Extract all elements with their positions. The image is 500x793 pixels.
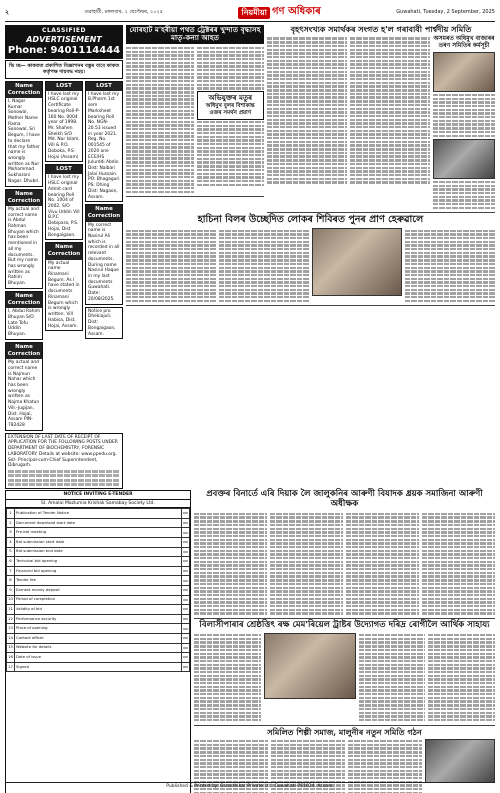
article-top-left <box>126 25 264 197</box>
article-mid-1 <box>194 490 495 619</box>
photo-trust-event <box>264 633 356 699</box>
row-label: Publication of Tender Notice <box>15 509 182 519</box>
ad-title: Name Correction <box>6 190 42 206</box>
row-number: 14 <box>7 633 15 643</box>
classified-disclaimer: ভি চ্ছ— কাকতত প্ৰকাশিত বিজ্ঞাপনৰ বস্তুৰ বাবে কাকত কৰ্তৃপক্ষ দায়বদ্ধ নহয়। <box>5 60 123 79</box>
table-row <box>7 557 190 567</box>
row-label: Document download start date <box>15 518 182 528</box>
row-number: 1 <box>7 509 15 519</box>
logo-text: গণ অধিকাৰ <box>272 6 321 18</box>
table-row <box>7 566 190 576</box>
row-label: Validity of bid <box>15 605 182 615</box>
date-left: গুৱাহাটী, মঙ্গলবাৰ, ২ ছেপ্টেম্বৰ, ২০২৫ <box>84 9 164 16</box>
ad-title: LOST <box>46 165 82 174</box>
row-number: 15 <box>7 643 15 653</box>
classified-ad <box>85 81 123 203</box>
row-number: 11 <box>7 605 15 615</box>
table-row <box>7 595 190 605</box>
ad-body: My actual and correct name is Najmun Nahar which has been wrongly written as Najma Khatun Vill.-Jugijan, Dist. Hojai, Assam PIN-782428 <box>8 360 40 428</box>
newspaper-logo <box>238 6 320 19</box>
notice-text: EXTENSION OF LAST DATE OF RECEIPT OF APPLICATION FOR THE FOLLOWING POSTS UNDER DEPARTMENT OF BIOCHEMISTRY, FORENSIC LABORATORY. Details at website: www.ppedu.org. Sd/- Principal-cum-Chief Superintendent, Dibrugarh. <box>8 434 118 469</box>
ad-body: My actual and correct name is Abdul Rahman Bhuyan which has been mentioned in all my documents. But my name has wrongly written as Rahim Bhuyan. <box>8 206 39 287</box>
row-number: 4 <box>7 537 15 547</box>
ad-body: I have lost my B.Pharm 1st sem Marksheet bearing Roll No. NGN-20.53 issued in year 2021. Reg. No. 001545 of 2020 one ECE/HS Julurddi Abdin Dist: Nalbari Jalai Hussain. PO: Bhagaguri PS: Dhing Dist: Nagaon, Assam. <box>88 91 120 200</box>
row-value <box>181 662 189 672</box>
masthead <box>5 4 495 22</box>
table-row <box>7 653 190 663</box>
notice-box <box>5 433 123 489</box>
ad-body: I, Nagar Kumar Sonowal, Mother Name Rama Sonowal, Sri Begum, I have to declare that my father name is wrongly written as Nur Mohammad Sukharani Nagar. Dhubri. <box>8 98 40 184</box>
row-number: 8 <box>7 576 15 586</box>
logo-badge: নিয়মীয়া <box>238 7 270 19</box>
row-value <box>181 624 189 634</box>
ad-body: My correct name is Nasirul Ali which is recorded in all relevant documents. During name Nasirul Haque in my last documents Guwahati. Date: 20/08/2025. <box>88 222 120 302</box>
row-value <box>181 633 189 643</box>
row-number: 10 <box>7 595 15 605</box>
boxed-subtitle: অধিমুখ বুলৰ বিশাকান্ত ওজৰ সমৰ্থন প্ৰয়াণ <box>205 102 255 116</box>
photo-meeting <box>433 52 495 92</box>
row-value <box>181 643 189 653</box>
row-value <box>181 585 189 595</box>
ad-body: I, Abdul Rahim Bhuyan S/O Late Tofu Uddin Bhuyan. <box>8 309 40 338</box>
row-value <box>181 528 189 538</box>
table-row <box>7 605 190 615</box>
ads-column-left <box>5 81 43 431</box>
classified-ad <box>5 81 43 187</box>
date-right: Guwahati, Tuesday, 2 September, 2025 <box>396 9 495 16</box>
classified-ad <box>45 164 83 240</box>
table-row <box>7 662 190 672</box>
table-row <box>7 614 190 624</box>
row-number: 7 <box>7 566 15 576</box>
classified-ad <box>45 81 83 163</box>
row-label: Signed <box>15 662 182 672</box>
row-number: 13 <box>7 624 15 634</box>
ad-title: Name Correction <box>6 82 42 98</box>
article-top-right <box>267 25 495 213</box>
row-label: Period of completion <box>15 595 182 605</box>
tender-notice <box>5 490 191 793</box>
row-label: Pre-bid meeting <box>15 528 182 538</box>
headline-top-right: বৃহৎসংখ্যক সমাৰ্থকৰ সংগত হ'ল গৰাবাবী পাৰ্শ্বদীয় সমিতি <box>290 24 472 34</box>
classified-label: CLASSIFIED <box>42 27 86 34</box>
row-number: 3 <box>7 528 15 538</box>
row-value <box>181 537 189 547</box>
row-value <box>181 509 189 519</box>
table-row <box>7 585 190 595</box>
row-label: Website for details <box>15 643 182 653</box>
classified-phone: Phone: 9401114444 <box>7 44 121 56</box>
row-value <box>181 518 189 528</box>
photo-camp <box>312 228 402 296</box>
table-row <box>7 624 190 634</box>
ad-title: Name Correction <box>46 243 82 259</box>
ads-column-right <box>85 81 123 431</box>
row-label: Bid submission start date <box>15 537 182 547</box>
row-value <box>181 605 189 615</box>
ad-title: Name Correction <box>86 205 122 221</box>
ad-title: LOST <box>46 82 82 91</box>
table-row <box>7 528 190 538</box>
ad-title: LOST <box>86 82 122 91</box>
news-section <box>126 25 495 489</box>
ad-body: I have lost my HSLC original Admit card bearing Roll No. 1004 of 2002. S/O Vivu Uddin Vill B.P.C Debipara, P.S. Hojai, Dist Bongaigaon. <box>48 175 80 238</box>
classified-ad <box>45 242 83 331</box>
ad-title: Name Correction <box>6 343 42 359</box>
row-label: Performance security <box>15 614 182 624</box>
table-row <box>7 576 190 586</box>
row-number: 5 <box>7 547 15 557</box>
article-mid-2 <box>194 621 495 726</box>
row-value <box>181 653 189 663</box>
ad-body: I have lost my HSLC original Certificate bearing Roll-P-160 No. 0004 year of 1998. Mr. Shahen Sheikh S/O Md. Nur Islam, Vill & P.O. Doboka, P.S. Hojai (Assam) <box>48 91 80 160</box>
headline-top-left: যোৰহাট ম'হৰীয়া পথত ট্ৰেক্টৰৰ খুন্দাত বৃদ্ধাসহ মাতৃ-কন্যা আহত <box>126 25 264 44</box>
boxed-notice <box>197 91 265 120</box>
tender-subtitle: SI. Amalai Mazlumia Krishak Samabay Society Ltd. <box>6 500 190 509</box>
row-value <box>181 614 189 624</box>
classified-title: ADVERTISEMENT <box>26 34 102 44</box>
row-number: 9 <box>7 585 15 595</box>
row-number: 2 <box>7 518 15 528</box>
banner-headline: হাচিনা বিলৰ উচ্ছেদিত লোকৰ শিবিৰত পুনৰ প্ৰাণ হেৰুৱালে <box>197 214 424 226</box>
side-headline: অসমৰত অধিমুখ বাজাৰৰ তৰণ সমিতিৰ কৰ্মসূচী <box>433 35 495 50</box>
row-value <box>181 566 189 576</box>
row-label: Place of opening <box>15 624 182 634</box>
row-label: Tender fee <box>15 576 182 586</box>
classified-ad <box>5 189 43 289</box>
row-label: Date of issue <box>15 653 182 663</box>
classified-section <box>5 25 123 489</box>
mid-headline-2: বিলাসীপাৰাৰ শ্ৰেষ্ঠত্তিৎ ৰক্ষ মেম'ৰিয়েল ট্ৰাষ্টৰ উদ্যোগত দৰিদ্ৰ ৰোগীলৈ আৰ্থিক সাহায্য <box>199 620 490 631</box>
table-row <box>7 633 190 643</box>
row-number: 12 <box>7 614 15 624</box>
row-value <box>181 547 189 557</box>
row-label: Financial bid opening <box>15 566 182 576</box>
photo-group <box>433 139 495 179</box>
tender-table <box>6 508 190 672</box>
page-number: ২ <box>5 8 9 16</box>
ad-title: Name Correction <box>6 292 42 308</box>
row-number: 17 <box>7 662 15 672</box>
tender-title: NOTICE INVITING E-TENDER <box>6 491 190 500</box>
ads-column-middle <box>45 81 83 431</box>
row-number: 6 <box>7 557 15 567</box>
row-label: Technical bid opening <box>15 557 182 567</box>
article-banner <box>126 215 495 306</box>
classified-ad <box>5 291 43 340</box>
table-row <box>7 518 190 528</box>
table-row <box>7 537 190 547</box>
classified-header <box>5 25 123 59</box>
row-value <box>181 595 189 605</box>
photo-committee <box>425 739 495 783</box>
classified-ad <box>85 307 123 340</box>
bottom-headline: সমিলিত শিল্পী সমাজ, মালুনীৰ নতুন সমিতি গঠন <box>267 726 422 737</box>
row-label: Earnest money deposit <box>15 585 182 595</box>
classified-ad <box>85 204 123 304</box>
boxed-title: অভিযুক্তৰ মতুৰ <box>208 93 253 103</box>
row-label: Contact officer <box>15 633 182 643</box>
row-value <box>181 576 189 586</box>
mid-headline-1: প্ৰবক্তৰ বিনাৰ্তে এৰি দিয়াক লৈ জালুকনিৰ আৰুণী বিযাদক ধ্ৰয়ক সমাজিনা আৰুণী অধীক্ষক <box>206 488 483 509</box>
ad-body: Notice pro Dhekiajuli, Dist: Bongaigaon, Assam. <box>88 308 116 337</box>
page-footer: Published & Printed by: Ganadhikar Private Ltd. Guwahati-781024, Assam. <box>5 782 495 790</box>
table-row <box>7 509 190 519</box>
classified-ad <box>5 342 43 431</box>
table-row <box>7 547 190 557</box>
ad-body: My actual name Rinamani Begum. As I have stated in documents Rinamani Begum which is wrongly written. Vill Habisa, Dist. Hojai, Assam. <box>48 260 80 329</box>
row-number: 16 <box>7 653 15 663</box>
row-value <box>181 557 189 567</box>
row-label: Bid submission end date <box>15 547 182 557</box>
table-row <box>7 643 190 653</box>
